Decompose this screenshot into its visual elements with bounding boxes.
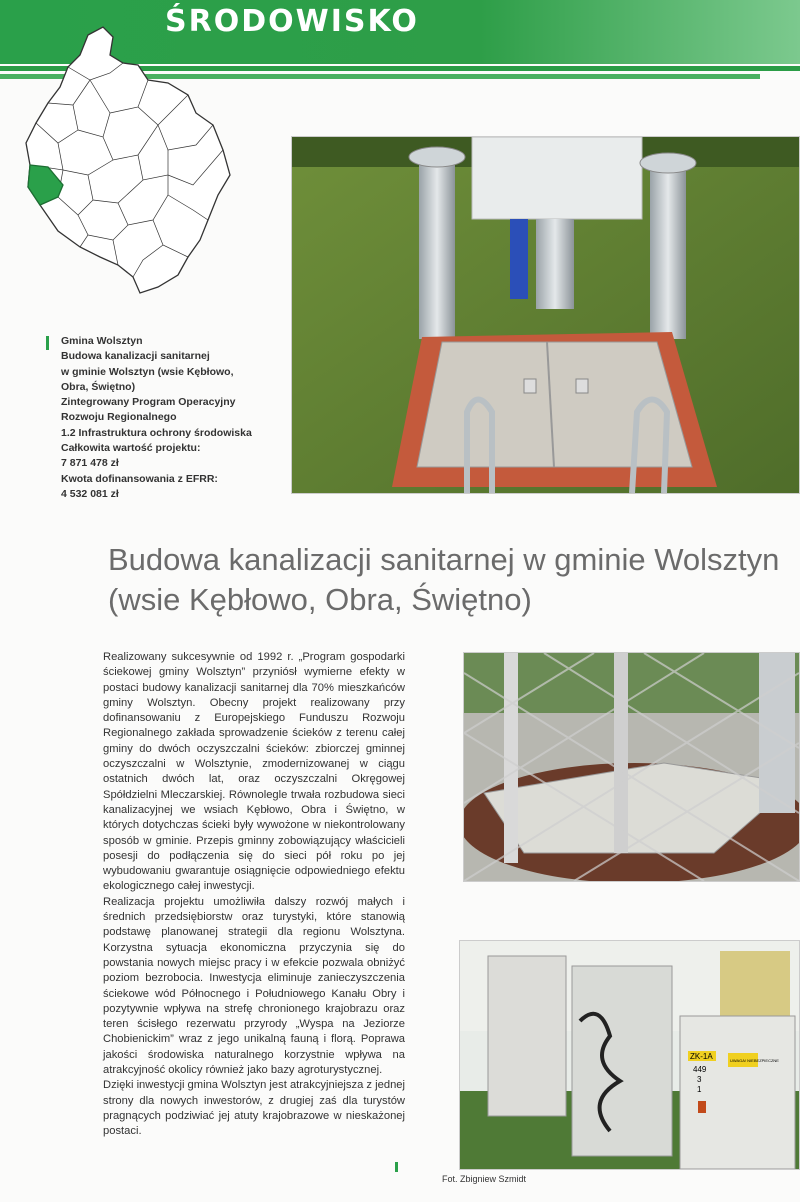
region-map bbox=[18, 25, 238, 300]
body-paragraph: Dzięki inwestycji gmina Wolsztyn jest atrakcyjniejsza z jednej strony dla nowych inwestorów, z drugiej zaś dla turystów pragnących podziwiać jej atuty krajobrazowe w nieskażonej postaci. bbox=[103, 1079, 405, 1138]
info-line: w gminie Wolsztyn (wsie Kębłowo, bbox=[61, 365, 234, 378]
info-line: Budowa kanalizacji sanitarnej bbox=[61, 350, 210, 363]
info-line: 4 532 081 zł bbox=[61, 487, 119, 500]
cabinet-number: 1 bbox=[697, 1085, 702, 1094]
cabinet-number: 3 bbox=[697, 1075, 702, 1084]
article-headline: Budowa kanalizacji sanitarnej w gminie Wolsztyn (wsie Kębłowo, Obra, Świętno) bbox=[108, 542, 780, 617]
warning-sticker: UWAGA! NIEBEZPIECZNE bbox=[730, 1058, 779, 1063]
photo-credit: Fot. Zbigniew Szmidt bbox=[442, 1174, 527, 1184]
info-line: Rozwoju Regionalnego bbox=[61, 411, 177, 424]
info-line: Całkowita wartość projektu: bbox=[61, 442, 201, 455]
cabinet-number: 449 bbox=[693, 1065, 707, 1074]
cabinet-label: ZK-1A bbox=[690, 1052, 713, 1061]
article-body bbox=[103, 650, 405, 1140]
photo-fenced-manhole bbox=[463, 652, 800, 882]
photo-cabinets bbox=[459, 940, 800, 1170]
photo-manhole bbox=[291, 136, 800, 494]
info-line: 1.2 Infrastruktura ochrony środowiska bbox=[61, 426, 252, 439]
info-line: Kwota dofinansowania z EFRR: bbox=[61, 472, 218, 485]
article-end-marker bbox=[395, 1162, 398, 1172]
body-paragraph: Realizacja projektu umożliwiła dalszy rozwój małych i średnich przedsiębiorstw oraz turystyki, które stanowią podstawę planowanej strategii dla regionu Wolsztyna. Korzystna sytuacja ekonomiczna przyczynia się do powstania nowych miejsc pracy i w efekcie pozwala obniżyć poziom bezrobocia. Inwestycja eliminuje zanieczyszczenia ściekowe wód Północnego i Południowego Kanału Obry i pozytywnie wpływa na strefę chronionego krajobrazu oraz teren ścisłego rezerwatu przyrody „Wyspa na Jeziorze Chobienickim” wraz z jego unikalną fauną i florą. Poprawa jakości środowiska naturalnego korzystnie wpływa na atrakcyjność okolicy również jako bazy agroturystycznej. bbox=[103, 895, 405, 1077]
info-line: Gmina Wolsztyn bbox=[61, 335, 143, 347]
info-line: 7 871 478 zł bbox=[61, 457, 119, 470]
section-title: ŚRODOWISKO bbox=[165, 4, 419, 39]
body-paragraph: Realizowany sukcesywnie od 1992 r. „Program gospodarki ściekowej gminy Wolsztyn” przyniósł wymierne efekty w postaci budowy kanalizacji sanitarnej dla 70% mieszkańców gminy Wolsztyn. Obecny projekt realizowany przy dofinansowaniu z Europejskiego Funduszu Rozwoju Regionalnego zakłada sprowadzenie ścieków z terenu całej gminy do dwóch oczyszczalni ścieków: zbiorczej gminnej oczyszczalni w Wolsztynie, zmodernizowanej w ciągu ostatnich dwóch lat, oraz oczyszczalni Okręgowej Spółdzielni Mleczarskiej. Równolegle trwała rozbudowa sieci kanalizacyjnej we wsiach Kębłowo, Obra i Świętno, w których dotychczas ścieki były wywożone w niekontrolowany sposób w gminie. Przepis gminny zobowiązujący właścicieli posesji do podłączenia się do sieci pół roku po jej wybudowaniu gwarantuje osiągnięcie odpowiedniego efektu ekologicznego całej inwestycji. bbox=[103, 651, 405, 893]
info-line: Zintegrowany Program Operacyjny bbox=[61, 396, 236, 409]
project-info bbox=[52, 334, 282, 502]
info-line: Obra, Świętno) bbox=[61, 380, 136, 393]
info-marker bbox=[46, 336, 49, 350]
